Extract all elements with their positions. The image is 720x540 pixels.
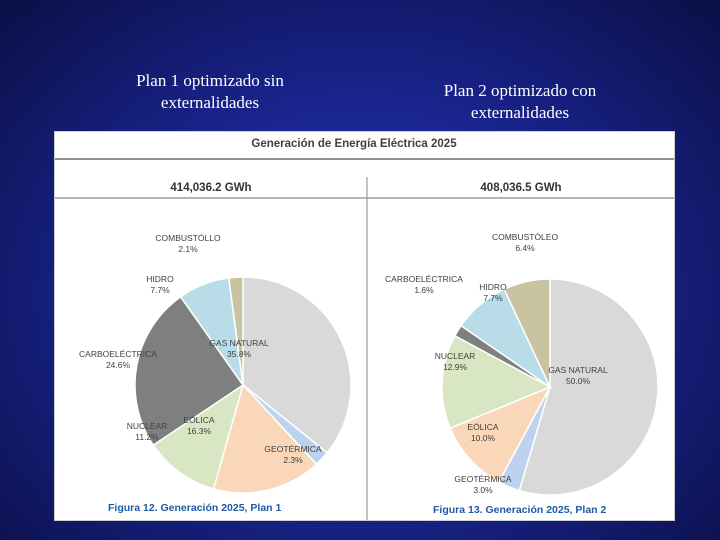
slice-label-value: 24.6%: [105, 360, 131, 370]
chart-1-total: 414,036.2 GWh: [170, 182, 252, 194]
slice-label-value: 7.7%: [150, 285, 170, 295]
slice-label-value: 6.4%: [515, 243, 535, 253]
generation-figure: [54, 131, 675, 521]
slice-label-value: 2.1%: [178, 244, 198, 254]
slice-label-value: 2.3%: [283, 455, 303, 465]
slice-label-name: GAS NATURAL: [209, 338, 269, 348]
slice-label-value: 3.0%: [473, 485, 493, 495]
slice-label-name: HIDRO: [479, 282, 507, 292]
slice-label-name: HIDRO: [146, 274, 174, 284]
slice-label-value: 16.3%: [186, 426, 212, 436]
slice-label-eolica: [467, 422, 499, 443]
slice-label-name: EÓLICA: [467, 422, 499, 432]
slice-label-name: CARBOELÉCTRICA: [385, 274, 463, 284]
slice-label-name: NUCLEAR: [434, 351, 476, 361]
slice-label-name: EÓLICA: [183, 415, 215, 425]
slide-title-plan-1: Plan 1 optimizado sin externalidades: [136, 71, 284, 112]
slice-label-name: GEOTÉRMICA: [454, 474, 512, 484]
chart-1-caption: Figura 12. Generación 2025, Plan 1: [108, 502, 282, 514]
slice-label-name: NUCLEAR: [126, 421, 168, 431]
slice-label-value: 11.2%: [135, 432, 159, 442]
slide-title-plan-2: Plan 2 optimizado con externalidades: [443, 81, 597, 122]
slice-label-name: GAS NATURAL: [548, 365, 608, 375]
slice-label-name: GEOTÉRMICA: [264, 444, 322, 454]
slice-label-value: 10.0%: [470, 433, 496, 443]
slice-label-name: COMBUSTÓLEO: [491, 232, 559, 242]
slice-label-value: 35.8%: [226, 349, 252, 359]
slice-label-value: 12.9%: [442, 362, 468, 372]
chart-2-total: 408,036.5 GWh: [480, 182, 562, 194]
figure-header: Generación de Energía Eléctrica 2025: [251, 138, 457, 150]
slice-label-value: 7.7%: [483, 293, 503, 303]
figure-canvas: [55, 132, 674, 520]
slice-label-eolica: [183, 415, 215, 436]
slice-label-value: 50.0%: [565, 376, 591, 386]
slice-label-name: COMBUSTÓLLO: [155, 233, 221, 243]
slice-label-value: 1.6%: [414, 285, 434, 295]
slice-label-name: CARBOELÉCTRICA: [79, 349, 157, 359]
chart-2-caption: Figura 13. Generación 2025, Plan 2: [433, 504, 607, 516]
